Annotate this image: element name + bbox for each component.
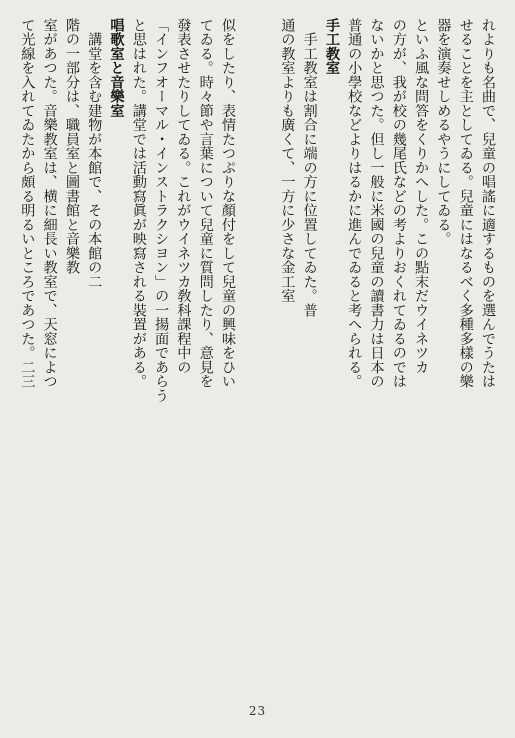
text-line: の方が、我が校の幾尾氏などの考よりおくれてゐるのでは bbox=[390, 18, 407, 389]
text-line: ないかと思つた。但し一般に米國の兒童の讀書力は日本の bbox=[368, 18, 385, 389]
text-line: 「インフオーマル・インストラクシヨン」の一揚面であらう bbox=[153, 18, 170, 403]
text-line: 普通の小學校などよりはるかに進んでゐると考へられる。 bbox=[346, 18, 363, 389]
text-line: といふ風な問答をくりかへした。この點末だウイネツカ bbox=[413, 18, 430, 375]
section-heading-handwork-room: 手工教室 bbox=[323, 18, 340, 75]
text-line: せることを主としてゐる。兒童にはなるべく多種多樣の樂 bbox=[457, 18, 474, 389]
section-heading-singing-and-music-room: 唱歌室と音樂室 bbox=[108, 18, 125, 118]
text-line: と思はれた。講堂では活動寫眞が映寫される裝置がある。 bbox=[130, 18, 147, 389]
text-line: 器を演奏せしめるやうにしてゐる。 bbox=[435, 18, 452, 246]
left-text-column bbox=[14, 18, 239, 690]
text-line bbox=[14, 18, 16, 690]
text-line: 似をしたり、表情たつぷりな顏付をして兒童の興味をひい bbox=[220, 18, 236, 389]
text-line: て光線を入れてゐたから頗る明るいところであつた。二三 bbox=[19, 18, 36, 389]
text-line: 室があつた。音樂教室は、横に細長い教室で、天窓によつ bbox=[41, 18, 58, 389]
text-line: てゐる。時々節や言葉について兒童に質問したり、意見を bbox=[197, 18, 214, 389]
right-text-column bbox=[274, 18, 499, 690]
page-number: 23 bbox=[248, 704, 267, 718]
text-line: 講堂を含む建物が本館で、その本館の二 bbox=[86, 18, 103, 289]
text-line: 階の一部分は、職員室と圖書館と音樂教 bbox=[63, 18, 80, 275]
text-line bbox=[274, 18, 276, 690]
text-line: 發表させたりしてゐる。これがウイネツカ敎科課程中の bbox=[175, 18, 192, 375]
text-line: 通の教室よりも廣くて、一方に少さな金工室 bbox=[279, 18, 296, 303]
text-line: れよりも名曲で、兒童の唱謠に適するものを選んでうたは bbox=[480, 18, 496, 389]
text-line: 手工教室は割合に端の方に位置してゐた。普 bbox=[301, 18, 318, 318]
